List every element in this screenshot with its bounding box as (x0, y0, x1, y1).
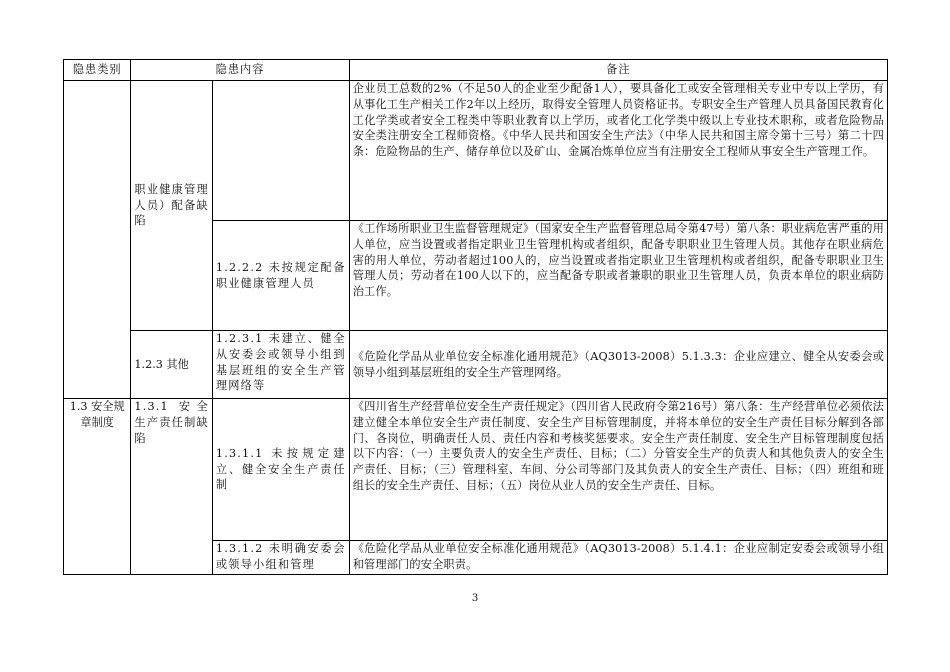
remark-cell: 《危险化学品从业单位安全标准化通用规范》（AQ3013-2008）5.1.4.1：企业应制定安委会或领导小组和管理部门的安全职责。 (349, 541, 887, 575)
item-cell-empty (212, 81, 349, 221)
table-row (64, 331, 888, 399)
remark-cell: 《危险化学品从业单位安全标准化通用规范》（AQ3013-2008）5.1.3.3：企业应建立、健全从安委会或领导小组到基层班组的安全生产管理网络。 (349, 331, 887, 399)
category-cell-empty (64, 81, 131, 399)
header-remark: 备注 (349, 60, 887, 81)
hazard-table (63, 59, 888, 575)
category-cell: 1.3 安全规章制度 (64, 399, 131, 575)
header-content: 隐患内容 (131, 60, 349, 81)
sub-category-cell: 1.3.1 安全生产责任制缺陷 (131, 399, 212, 575)
header-category: 隐患类别 (64, 60, 131, 81)
item-cell: 1.2.3.1 未建立、健全从安委会或领导小组到基层班组的安全生产管理网络等 (212, 331, 349, 399)
remark-cell: 《四川省生产经营单位安全生产责任规定》（四川省人民政府令第216号）第八条：生产经营单位必须依法建立健全本单位安全生产责任制度、安全生产目标管理制度，并将本单位的安全生产责任目标分解到各部门、各岗位，明确责任人员、责任内容和考核奖惩要求。安全生产责任制度、安全生产目标管理制度包括以下内容：（一）主要负责人的安全生产责任、目标；（二）分管安全生产的负责人和其他负责人的安全生产责任、目标；（三）管理科室、车间、分公司等部门及其负责人的安全生产责任、目标；（四）班组和班组长的安全生产责任、目标；（五）岗位从业人员的安全生产责任、目标。 (349, 399, 887, 541)
sub-category-cell: 1.2.3 其他 (131, 331, 212, 399)
sub-category-cell: 职业健康管理人员）配备缺陷 (131, 81, 212, 331)
item-cell: 1.2.2.2 未按规定配备职业健康管理人员 (212, 221, 349, 331)
item-cell: 1.3.1.1 未按规定建立、健全安全生产责任制 (212, 399, 349, 541)
remark-cell: 企业员工总数的2%（不足50人的企业至少配备1人），要具备化工或安全管理相关专业中专以上学历，有从事化工生产相关工作2年以上经历，取得安全管理人员资格证书。专职安全生产管理人员具备国民教育化工化学类或者安全工程类中等职业教育以上学历，或者化工化学类中级以上专业技术职称，或者危险物品安全类注册安全工程师资格。《中华人民共和国安全生产法》（中华人民共和国主席令第十三号）第二十四条：危险物品的生产、储存单位以及矿山、金属冶炼单位应当有注册安全工程师从事安全生产管理工作。 (349, 81, 887, 221)
item-cell: 1.3.1.2 未明确安委会或领导小组和管理 (212, 541, 349, 575)
table-header-row (64, 60, 888, 81)
page-number: 3 (471, 593, 479, 604)
remark-cell: 《工作场所职业卫生监督管理规定》（国家安全生产监督管理总局令第47号）第八条：职业病危害严重的用人单位，应当设置或者指定职业卫生管理机构或者组织，配备专职职业卫生管理人员。其他存在职业病危害的用人单位，劳动者超过100人的，应当设置或者指定职业卫生管理机构或者组织，配备专职职业卫生管理人员；劳动者在100人以下的，应当配备专职或者兼职的职业卫生管理人员，负责本单位的职业病防治工作。 (349, 221, 887, 331)
table-row (64, 399, 888, 541)
table-row (64, 81, 888, 221)
